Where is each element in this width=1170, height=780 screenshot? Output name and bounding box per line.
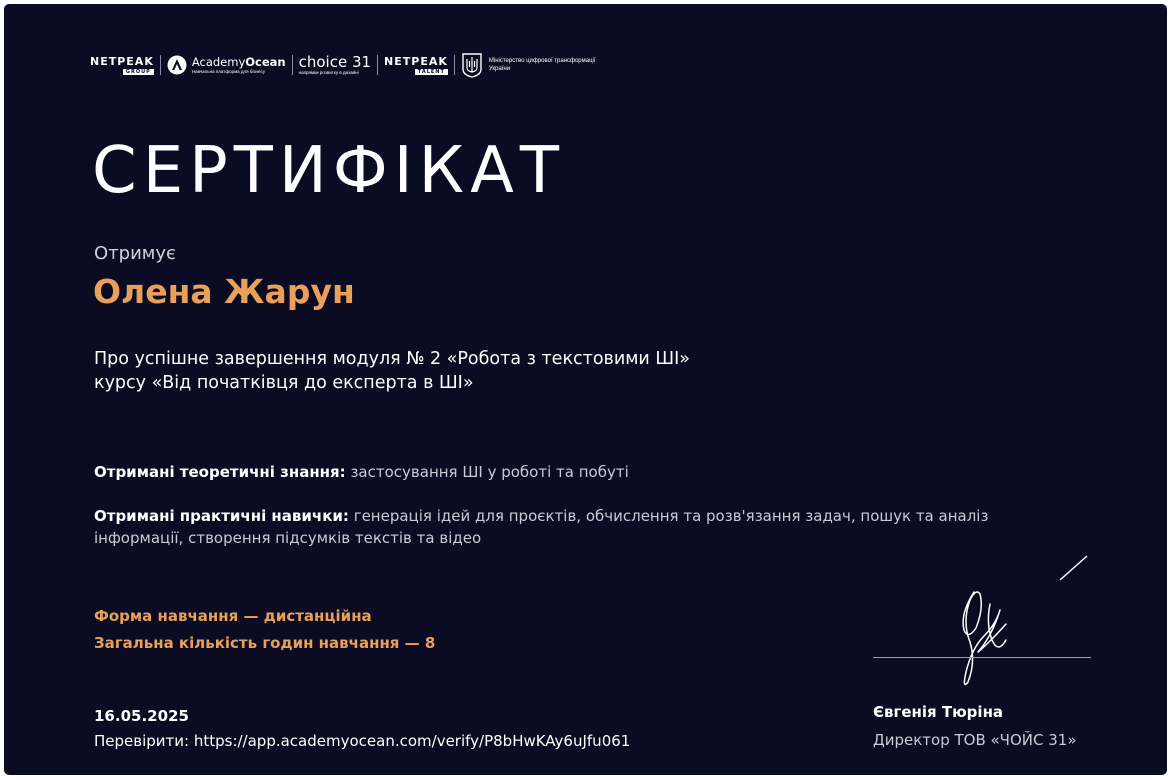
verify-link[interactable]: Перевірити: https://app.academyocean.com/verify/P8bHwKAy6uJfu061 bbox=[94, 732, 631, 750]
logo-divider bbox=[160, 55, 161, 75]
completion-line: курсу «Від початківця до експерта в ШІ» bbox=[94, 373, 474, 393]
certificate-card bbox=[4, 4, 1167, 775]
logo-divider bbox=[454, 55, 455, 75]
certificate-title: СЕРТИФІКАТ bbox=[92, 134, 565, 208]
netpeak-group-tag: GROUP bbox=[123, 69, 154, 75]
choice31-name: choice 31 bbox=[298, 53, 372, 71]
ministry-text: Міністерство цифрової трансформації України bbox=[488, 58, 596, 72]
netpeak-talent-tag: TALENT bbox=[415, 69, 448, 75]
signer-name: Євгенія Тюріна bbox=[873, 703, 1004, 721]
academy-ocean-subtitle: Навчальна платформа для бізнесу bbox=[191, 68, 265, 74]
academy-ocean-logo bbox=[167, 55, 286, 75]
logo-divider bbox=[292, 55, 293, 75]
trident-emblem-icon bbox=[461, 52, 483, 78]
netpeak-group-word: NETPEAK bbox=[90, 54, 154, 68]
logo-divider bbox=[377, 55, 378, 75]
recipient-label: Отримує bbox=[94, 243, 176, 264]
partner-logos bbox=[90, 50, 599, 80]
skills-value: генерація ідей для проєктів, обчислення та розв'язання задач, пошук та аналіз інформації, створення підсумків текстів та відео bbox=[94, 507, 989, 547]
ministry-logo bbox=[461, 52, 599, 78]
completion-line: Про успішне завершення модуля № 2 «Робота з текстовими ШІ» bbox=[94, 349, 690, 369]
choice31-subtitle: напрямки розвитку в дизайні bbox=[298, 70, 359, 75]
knowledge-label: Отримані теоретичні знання: bbox=[94, 463, 346, 481]
academy-ocean-icon bbox=[167, 55, 187, 75]
signature-line bbox=[873, 657, 1091, 658]
netpeak-group-logo bbox=[90, 56, 154, 75]
signature-image bbox=[872, 544, 1097, 694]
signer-title: Директор ТОВ «ЧОЙС 31» bbox=[873, 731, 1077, 749]
issue-date: 16.05.2025 bbox=[94, 707, 189, 725]
theoretical-knowledge bbox=[94, 461, 994, 483]
recipient-name: Олена Жарун bbox=[93, 272, 355, 311]
completion-text bbox=[94, 347, 874, 395]
knowledge-value: застосування ШІ у роботі та побуті bbox=[345, 463, 629, 481]
choice31-logo bbox=[299, 54, 371, 76]
practical-skills bbox=[94, 505, 994, 549]
academy-ocean-name: AcademyOcean bbox=[191, 54, 286, 69]
netpeak-talent-word: NETPEAK bbox=[384, 54, 448, 68]
skills-label: Отримані практичні навички: bbox=[94, 507, 349, 525]
study-form: Форма навчання — дистанційна bbox=[94, 607, 372, 625]
study-hours: Загальна кількість годин навчання — 8 bbox=[94, 634, 436, 652]
netpeak-talent-logo bbox=[384, 56, 448, 75]
